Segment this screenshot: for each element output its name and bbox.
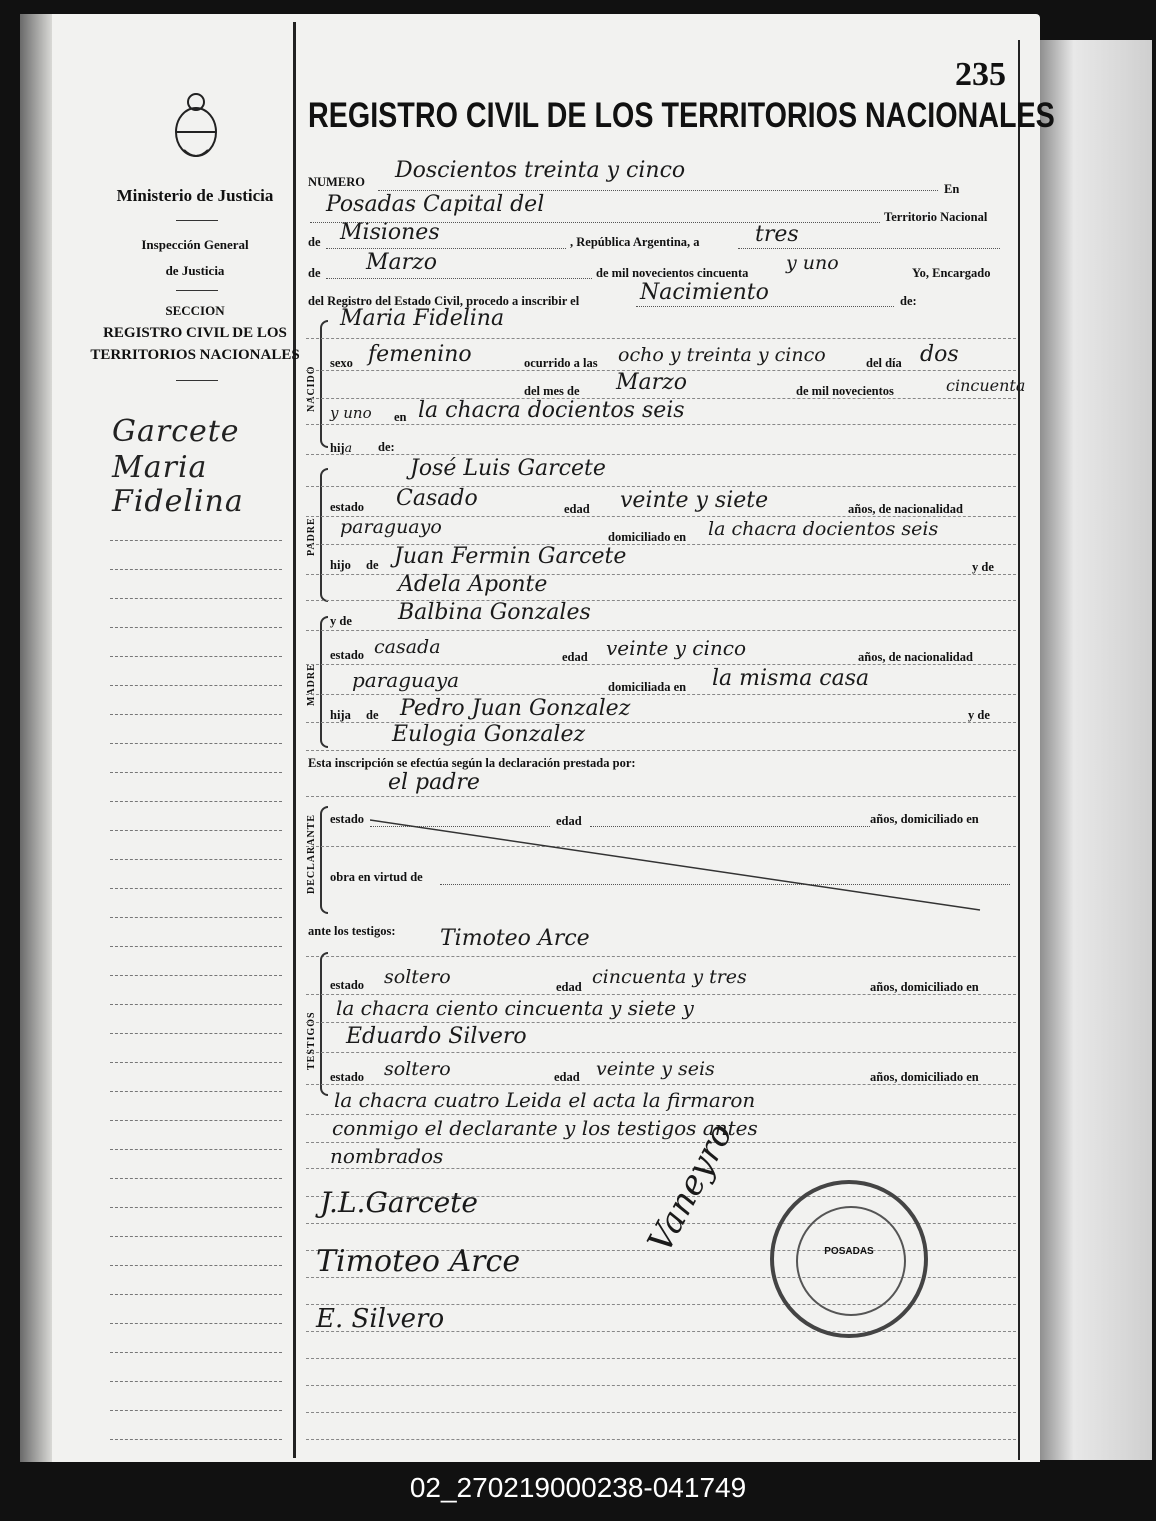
hija-label-madre: hija: [330, 708, 351, 722]
padre-brace: [320, 468, 328, 602]
declaracion-text: Esta inscripción se efectúa según la declaración prestada por:: [308, 756, 636, 770]
margin-rule: [110, 1352, 282, 1353]
signature-rule: [306, 1385, 1016, 1386]
padre-estado-value: Casado: [396, 486, 478, 511]
hijo-de-label: de: [366, 558, 379, 572]
signature-rule: [306, 1439, 1016, 1440]
margin-rule: [110, 656, 282, 657]
section-heading: [60, 300, 330, 366]
fill-line: [306, 454, 1016, 455]
fill-line: [306, 994, 1016, 995]
inspection-line-2: de Justicia: [165, 263, 225, 278]
margin-rule: [110, 801, 282, 802]
mes-value: Marzo: [616, 370, 687, 395]
hija-de-label: de:: [378, 440, 395, 454]
territory-value: Misiones: [340, 220, 440, 245]
page-border: [1018, 40, 1020, 1460]
closing-line-1: la chacra cuatro Leida el acta la firmaron: [334, 1088, 756, 1112]
witness2-edad-label: edad: [554, 1070, 580, 1084]
hijo-label: hijo: [330, 558, 351, 572]
registro-label: del Registro del Estado Civil, procedo a inscribir el: [308, 294, 580, 308]
witness2-estado: soltero: [384, 1058, 451, 1080]
obra-label: obra en virtud de: [330, 870, 423, 884]
signature-witness-2: E. Silvero: [316, 1304, 445, 1334]
anio-value: cincuenta: [946, 376, 1026, 395]
margin-rule: [110, 1236, 282, 1237]
margin-rule: [110, 1178, 282, 1179]
margin-rule: [110, 598, 282, 599]
madre-yde2-label: y de: [968, 708, 990, 722]
divider: [176, 220, 218, 221]
nacido-side-label: NACIDO: [306, 365, 317, 412]
day-value: tres: [755, 222, 799, 247]
declarante-edad-label: edad: [556, 814, 582, 828]
witness1-estado-label: estado: [330, 978, 365, 992]
fill-line: [306, 1022, 1016, 1023]
en-label: en: [394, 410, 407, 424]
fill-line: [306, 1168, 1016, 1169]
de2-label: de: [308, 266, 321, 280]
madre-nacionalidad: paraguaya: [352, 668, 460, 692]
margin-rule: [110, 1294, 282, 1295]
fill-line: [306, 956, 1016, 957]
madre-brace: [320, 616, 328, 748]
stamp-text: POSADAS: [824, 1246, 874, 1257]
witness2-name: Eduardo Silvero: [346, 1024, 527, 1049]
testigos-side-label: TESTIGOS: [306, 1011, 317, 1070]
madre-de-label: de: [366, 708, 379, 722]
hija-suffix: a: [344, 440, 353, 455]
padre-edad-value: veinte y siete: [620, 488, 769, 513]
margin-rule: [110, 1033, 282, 1034]
closing-line-3: nombrados: [330, 1144, 444, 1168]
witness1-anios-label: años, domiciliado en: [870, 980, 979, 994]
fill-line: [738, 248, 1000, 249]
fill-line: [636, 306, 894, 307]
ante-testigos-label: ante los testigos:: [308, 924, 396, 938]
mother-name: Balbina Gonzales: [398, 600, 591, 625]
margin-rule: [110, 1381, 282, 1382]
registry-line-1: REGISTRO CIVIL DE LOS: [103, 325, 287, 341]
declarante-value: el padre: [388, 770, 480, 795]
year-label: de mil novecientos cincuenta: [596, 266, 749, 280]
margin-rule: [110, 859, 282, 860]
coat-of-arms-icon: [170, 90, 222, 164]
image-id-footer: 02_270219000238-041749: [409, 1472, 747, 1503]
declarante-brace: [320, 806, 328, 914]
madre-edad-label: edad: [562, 650, 588, 664]
fill-line: [306, 664, 1016, 665]
month-value: Marzo: [366, 250, 437, 275]
madre-yde-label: y de: [330, 614, 352, 628]
signature-declarante: J.L.Garcete: [320, 1186, 478, 1219]
father-name: José Luis Garcete: [410, 456, 606, 481]
sexo-label: sexo: [330, 356, 353, 370]
margin-rule: [110, 540, 282, 541]
dia-value: dos: [920, 342, 959, 367]
padre-anios-label: años, de nacionalidad: [848, 502, 963, 516]
mes-label: del mes de: [524, 384, 580, 398]
padre-estado-label: estado: [330, 500, 365, 514]
paternal-grandfather: Juan Fermin Garcete: [394, 544, 627, 569]
margin-rule: [110, 1439, 282, 1440]
signature-witness-1: Timoteo Arce: [316, 1244, 521, 1279]
hij-prefix: hij: [330, 441, 345, 455]
witness1-edad: cincuenta y tres: [592, 966, 747, 988]
margin-note-name-2: Fidelina: [112, 484, 244, 519]
encargado-label: Yo, Encargado: [912, 266, 991, 280]
child-name: Maria Fidelina: [340, 306, 505, 331]
margin-rule: [110, 946, 282, 947]
fill-line: [306, 1052, 1016, 1053]
madre-side-label: MADRE: [306, 663, 317, 706]
de3-label: de:: [900, 294, 917, 308]
fill-line: [306, 1114, 1016, 1115]
numero-label: NUMERO: [308, 175, 365, 189]
declarante-anios-label: años, domiciliado en: [870, 812, 979, 826]
stamp-inner-ring: [796, 1206, 906, 1316]
fill-line: [306, 694, 1016, 695]
registry-line-2: TERRITORIOS NACIONALES: [90, 347, 300, 363]
signature-rule: [306, 1412, 1016, 1413]
margin-rule: [110, 627, 282, 628]
margin-rule: [110, 830, 282, 831]
witness1-domicilio: la chacra ciento cincuenta y siete y: [336, 996, 694, 1020]
signature-rule: [306, 1358, 1016, 1359]
ministry-heading: Ministerio de Justicia: [116, 186, 274, 205]
fill-line: [306, 630, 1016, 631]
de-label: de: [308, 235, 321, 249]
signature-official: Vaneyro: [640, 1116, 741, 1259]
act-value: Nacimiento: [640, 280, 769, 305]
fill-line: [306, 1142, 1016, 1143]
fill-line: [306, 338, 1016, 339]
paternal-grandmother: Adela Aponte: [398, 572, 548, 597]
margin-rule: [110, 1265, 282, 1266]
del-dia-label: del día: [866, 356, 902, 370]
fill-line: [378, 190, 938, 191]
fill-line: [306, 796, 1016, 797]
strike-through-line: [370, 818, 990, 914]
witness1-name: Timoteo Arce: [440, 926, 590, 951]
inspection-heading: [60, 232, 330, 284]
margin-rule: [110, 743, 282, 744]
margin-rule: [110, 714, 282, 715]
margin-rule: [110, 685, 282, 686]
fill-line: [326, 248, 566, 249]
madre-domiciliada-label: domiciliada en: [608, 680, 687, 694]
madre-anios-label: años, de nacionalidad: [858, 650, 973, 664]
book-spine: [20, 14, 52, 1462]
madre-domicilio: la misma casa: [712, 666, 870, 691]
nacido-brace: [320, 320, 328, 448]
ocurrido-label: ocurrido a las: [524, 356, 598, 370]
closing-line-2: conmigo el declarante y los testigos antes: [332, 1116, 758, 1140]
en-label: En: [944, 182, 960, 196]
mil-label: de mil novecientos: [796, 384, 894, 398]
madre-edad-value: veinte y cinco: [606, 636, 747, 660]
testigos-brace: [320, 952, 328, 1096]
page-number: 235: [955, 56, 1006, 93]
birthplace-value: la chacra docientos seis: [418, 398, 685, 423]
margin-rule: [110, 1149, 282, 1150]
margin-rule: [110, 1323, 282, 1324]
fill-line: [306, 1084, 1016, 1085]
divider: [176, 290, 218, 291]
margin-rule: [110, 917, 282, 918]
page-title: REGISTRO CIVIL DE LOS TERRITORIOS NACIONALES: [308, 96, 1055, 135]
republica-label: , República Argentina, a: [570, 235, 700, 249]
witness2-edad: veinte y seis: [596, 1058, 715, 1080]
witness2-anios-label: años, domiciliado en: [870, 1070, 979, 1084]
book-page-edges: [1040, 40, 1152, 1460]
section-label: SECCION: [165, 303, 225, 318]
place-value: Posadas Capital del: [326, 192, 545, 217]
territorio-label: Territorio Nacional: [884, 210, 988, 224]
margin-rule: [110, 1062, 282, 1063]
madre-estado-value: casada: [374, 636, 441, 658]
padre-yde-label: y de: [972, 560, 994, 574]
margin-note-name-1: Maria: [112, 450, 208, 485]
declarante-side-label: DECLARANTE: [306, 813, 317, 894]
witness1-estado: soltero: [384, 966, 451, 988]
margin-rule: [110, 1004, 282, 1005]
witness1-edad-label: edad: [556, 980, 582, 994]
margin-rule: [110, 1410, 282, 1411]
divider: [176, 380, 218, 381]
madre-estado-label: estado: [330, 648, 365, 662]
margin-rule: [110, 569, 282, 570]
numero-value: Doscientos treinta y cinco: [395, 158, 686, 183]
padre-side-label: PADRE: [306, 517, 317, 556]
witness2-estado-label: estado: [330, 1070, 365, 1084]
fill-line: [326, 278, 592, 279]
padre-nacionalidad: paraguayo: [340, 516, 442, 538]
sexo-value: femenino: [368, 342, 472, 367]
padre-domicilio: la chacra docientos seis: [708, 518, 939, 540]
margin-rule: [110, 1207, 282, 1208]
padre-domiciliado-label: domiciliado en: [608, 530, 687, 544]
margin-rule: [110, 1120, 282, 1121]
fill-line: [306, 750, 1016, 751]
anio-value-2: y uno: [330, 404, 372, 422]
padre-edad-label: edad: [564, 502, 590, 516]
margin-rule: [110, 772, 282, 773]
margin-rule: [110, 975, 282, 976]
margin-rule: [110, 1091, 282, 1092]
declarante-estado-label: estado: [330, 812, 365, 826]
maternal-grandfather: Pedro Juan Gonzalez: [400, 696, 631, 721]
fill-line: [306, 424, 1016, 425]
margin-note-surname: Garcete: [112, 414, 240, 449]
inspection-line-1: Inspección General: [141, 237, 249, 252]
year-value: y uno: [786, 252, 839, 274]
margin-rule: [110, 888, 282, 889]
maternal-grandmother: Eulogia Gonzalez: [392, 722, 586, 747]
hour-value: ocho y treinta y cinco: [618, 344, 826, 366]
official-stamp: [770, 1180, 928, 1338]
